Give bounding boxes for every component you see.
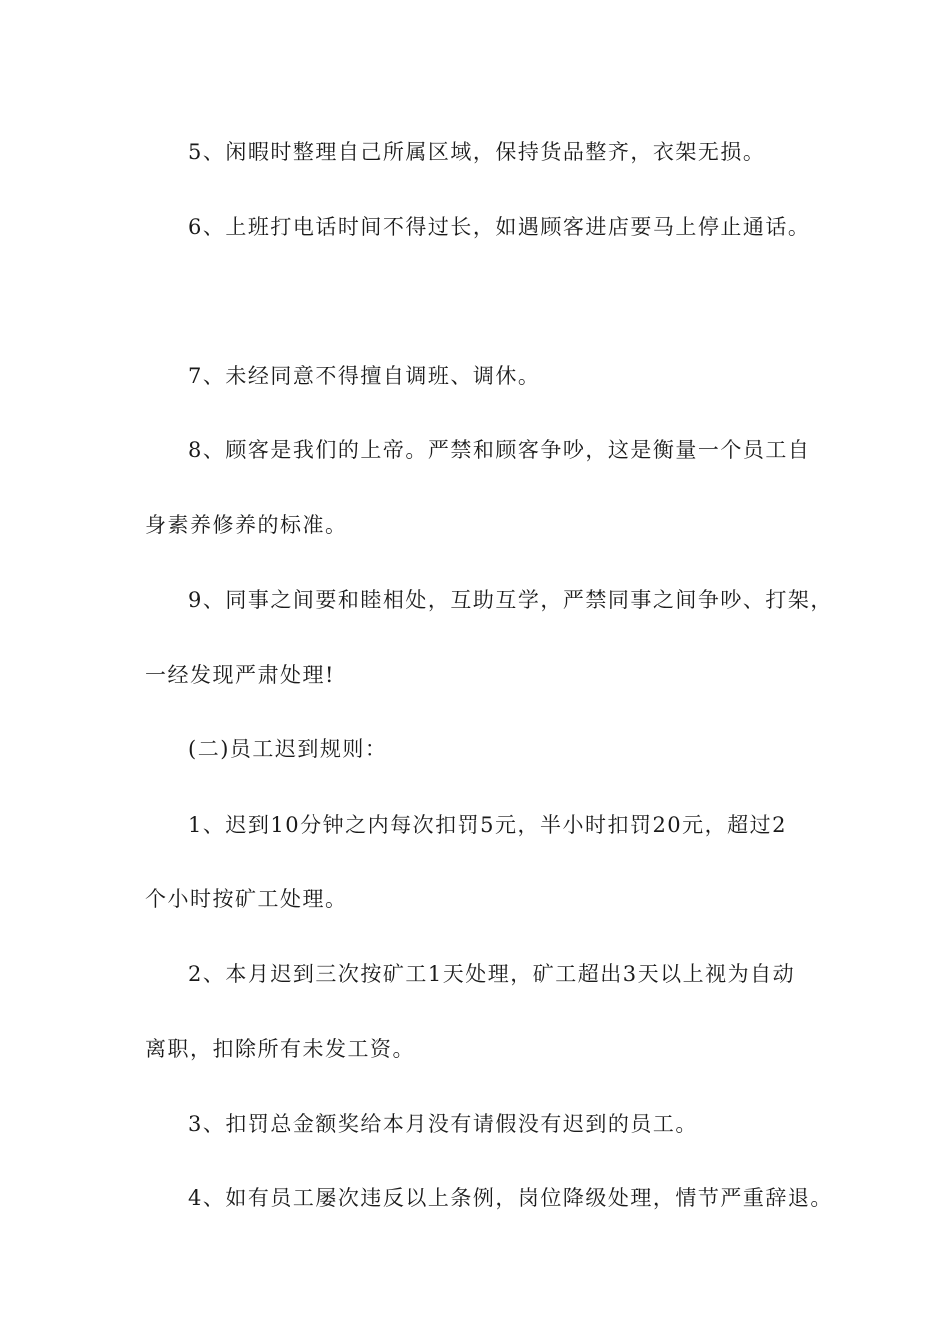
lateness-rule-2-line-1: 2、本月迟到三次按矿工1天处理，矿工超出3天以上视为自动 bbox=[188, 962, 796, 986]
lateness-rule-1-line-1: 1、迟到10分钟之内每次扣罚5元，半小时扣罚20元，超过2 bbox=[188, 813, 788, 837]
lateness-rule-2-line-2: 离职，扣除所有未发工资。 bbox=[145, 1037, 415, 1061]
rule-item-9-line-1: 9、同事之间要和睦相处，互助互学，严禁同事之间争吵、打架， bbox=[188, 588, 833, 612]
rule-item-9-line-2: 一经发现严肃处理! bbox=[145, 663, 335, 687]
rule-item-7: 7、未经同意不得擅自调班、调休。 bbox=[188, 364, 541, 388]
rule-item-8-line-1: 8、顾客是我们的上帝。严禁和顾客争吵，这是衡量一个员工自 bbox=[188, 438, 811, 462]
lateness-rule-1-line-2: 个小时按矿工处理。 bbox=[145, 887, 348, 911]
lateness-rule-4: 4、如有员工屡次违反以上条例，岗位降级处理，情节严重辞退。 bbox=[188, 1186, 833, 1210]
lateness-rule-3: 3、扣罚总金额奖给本月没有请假没有迟到的员工。 bbox=[188, 1112, 698, 1136]
rule-item-6: 6、上班打电话时间不得过长，如遇顾客进店要马上停止通话。 bbox=[188, 215, 811, 239]
section-heading-lateness-rules: (二)员工迟到规则： bbox=[188, 737, 388, 761]
rule-item-8-line-2: 身素养修养的标准。 bbox=[145, 513, 348, 537]
rule-item-5: 5、闲暇时整理自己所属区域，保持货品整齐，衣架无损。 bbox=[188, 140, 766, 164]
